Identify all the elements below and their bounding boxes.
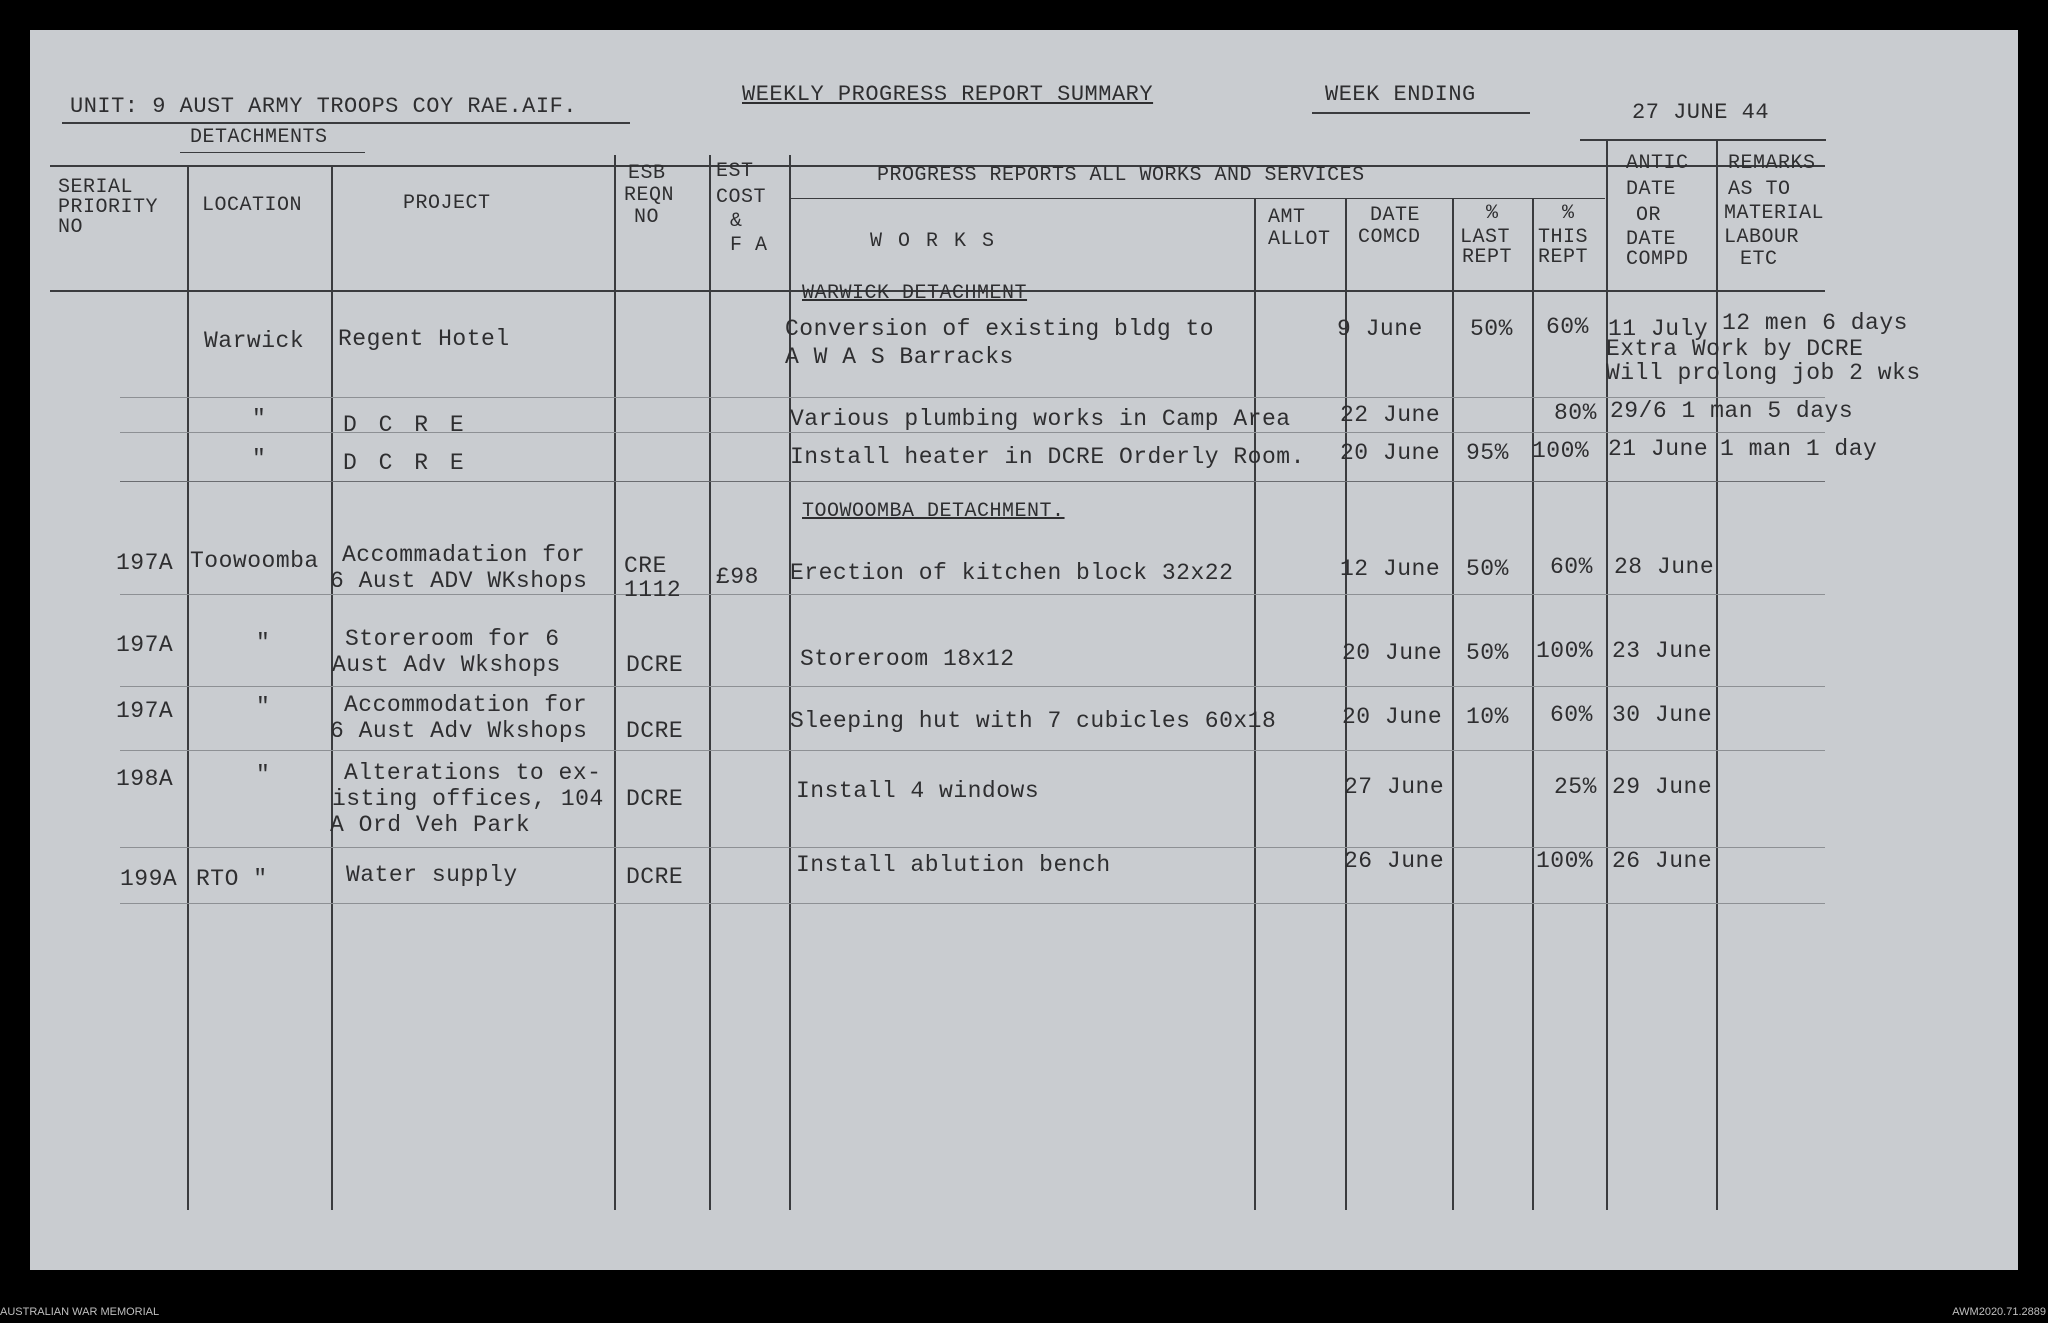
- progress-group-rule: [790, 198, 1605, 199]
- week-ending-underline: [1312, 112, 1530, 114]
- header-progress-group: PROGRESS REPORTS ALL WORKS AND SERVICES: [877, 164, 1365, 187]
- row-rule: [120, 594, 1825, 595]
- document-page: [30, 30, 2018, 1270]
- week-ending-value: 27 JUNE 44: [1632, 100, 1770, 125]
- col-divider-8: [1452, 198, 1454, 1210]
- row-rule: [120, 750, 1825, 751]
- row-rule: [120, 481, 1825, 482]
- detachments-underline: [180, 152, 365, 153]
- week-ending-value-underline: [1580, 139, 1826, 141]
- col-divider-5: [789, 155, 791, 1210]
- unit-label: UNIT: 9 AUST ARMY TROOPS COY RAE.AIF.: [70, 94, 577, 119]
- detachments-label: DETACHMENTS: [190, 126, 328, 149]
- col-divider-9: [1532, 198, 1534, 1210]
- section-toowoomba: TOOWOOMBA DETACHMENT.: [802, 500, 1065, 523]
- col-divider-11: [1716, 140, 1718, 1210]
- unit-underline: [62, 122, 630, 124]
- row-rule: [120, 397, 1825, 398]
- section-warwick: WARWICK DETACHMENT: [802, 282, 1028, 305]
- header-location: LOCATION: [202, 194, 303, 217]
- archive-credit: AUSTRALIAN WAR MEMORIAL: [0, 1306, 160, 1318]
- week-ending-label: WEEK ENDING: [1325, 82, 1476, 107]
- header-project: PROJECT: [403, 192, 491, 215]
- col-divider-1: [187, 165, 189, 1210]
- col-divider-6: [1254, 198, 1256, 1210]
- col-divider-3: [614, 155, 616, 1210]
- report-title: WEEKLY PROGRESS REPORT SUMMARY: [742, 82, 1154, 107]
- row-rule: [120, 903, 1825, 904]
- row-rule: [120, 686, 1825, 687]
- col-divider-10: [1606, 140, 1608, 1210]
- col-divider-2: [331, 165, 333, 1210]
- archive-reference: AWM2020.71.2889: [1952, 1306, 2046, 1318]
- col-divider-4: [709, 155, 711, 1210]
- header-works: W O R K S: [870, 230, 997, 253]
